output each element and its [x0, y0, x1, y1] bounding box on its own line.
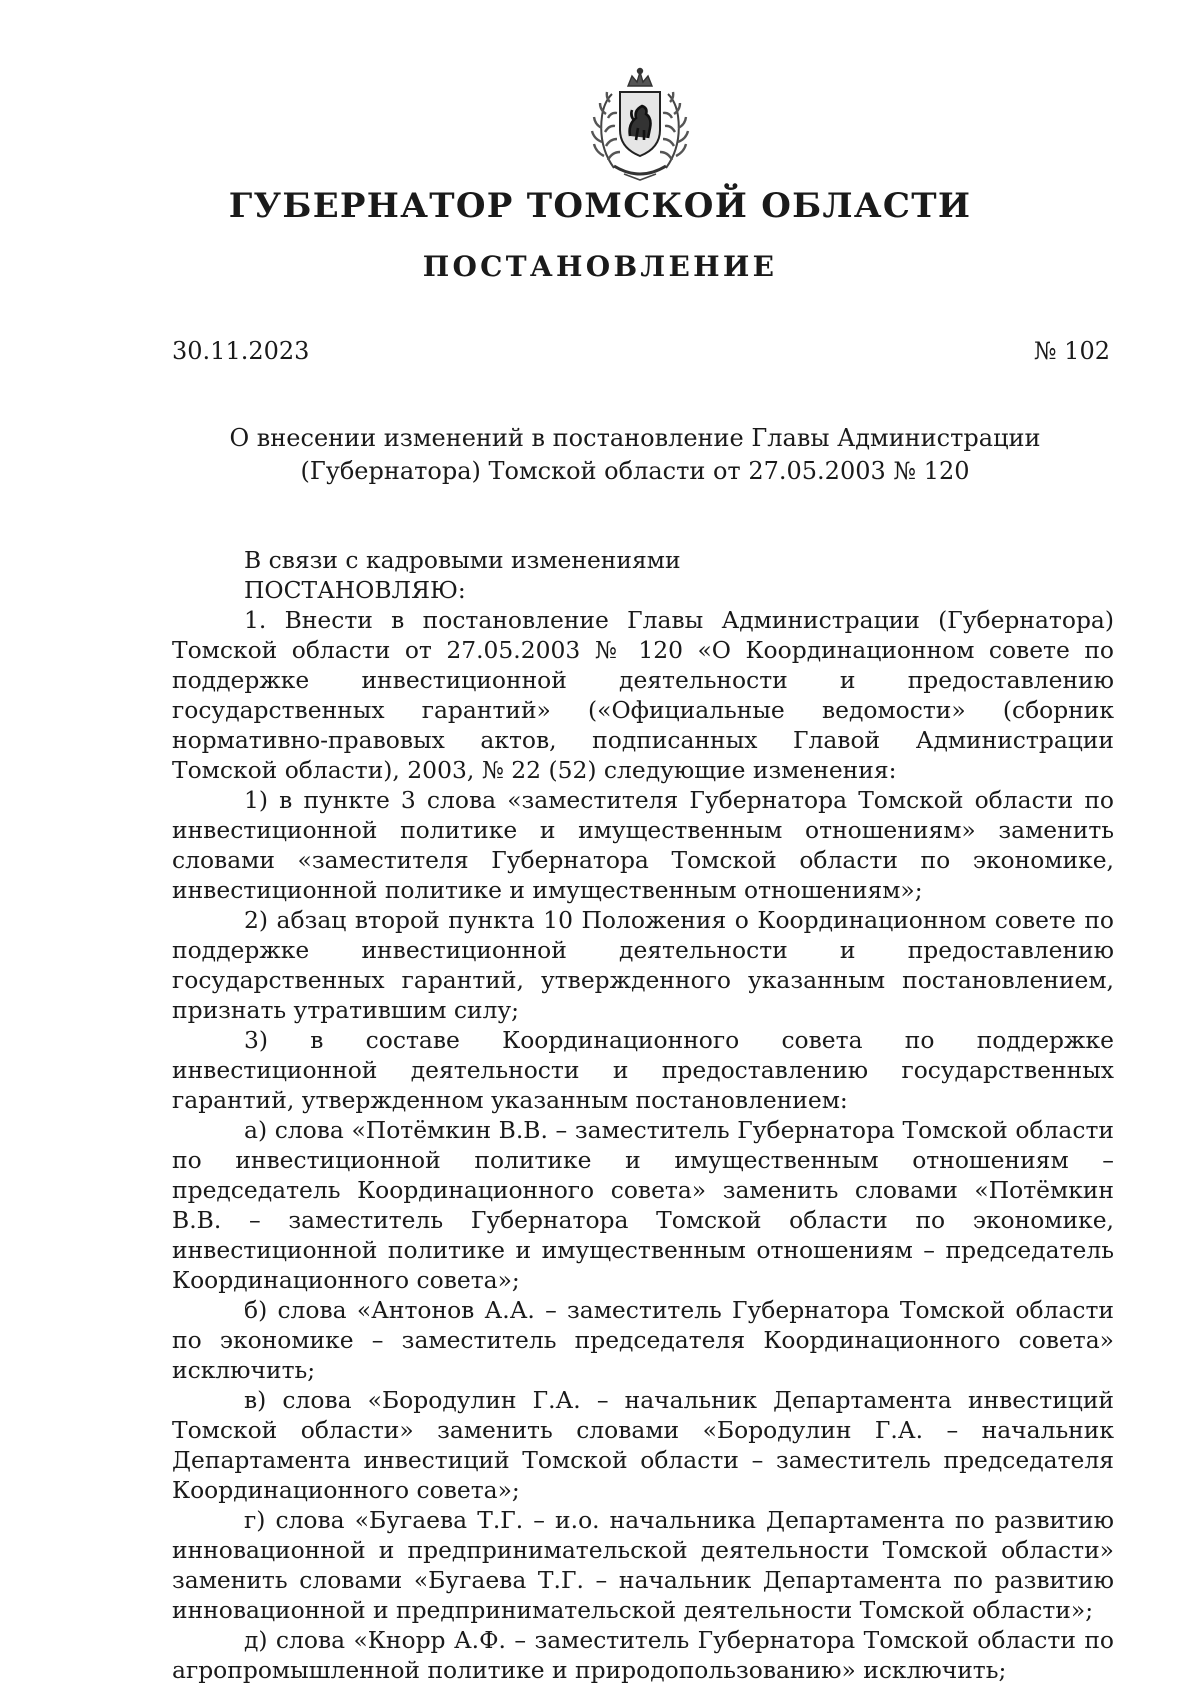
preamble: В связи с кадровыми изменениями: [244, 546, 681, 574]
item-d: д) слова «Кнорр А.Ф. – заместитель Губернатора Томской области по агропромышленной политике и природопользованию» исключить;: [172, 1626, 1114, 1684]
subparagraph-1: 1) в пункте 3 слова «заместителя Губернатора Томской области по инвестиционной политике и имущественным отношениям» заменить словами «заместителя Губернатора Томской области по экономике, инвестиционной политике и имущественным отношениям»;: [172, 786, 1114, 904]
decree-word: ПОСТАНОВЛЯЮ:: [244, 576, 466, 604]
document-number: № 102: [1033, 337, 1110, 365]
item-v: в) слова «Бородулин Г.А. – начальник Департамента инвестиций Томской области» заменить словами «Бородулин Г.А. – начальник Департамента инвестиций Томской области – заместитель председателя Координационного совета»;: [172, 1386, 1114, 1504]
subparagraph-3: 3) в составе Координационного совета по поддержке инвестиционной деятельности и предоставлению государственных гарантий, утвержденном указанным постановлением:: [172, 1026, 1114, 1114]
document-body: [172, 545, 1114, 1685]
document-date: 30.11.2023: [172, 337, 310, 365]
subject-line: О внесении изменений в постановление Главы Администрации: [229, 424, 1041, 452]
item-b: б) слова «Антонов А.А. – заместитель Губернатора Томской области по экономике – заместитель председателя Координационного совета» исключить;: [172, 1296, 1114, 1384]
item-g: г) слова «Бугаева Т.Г. – и.о. начальника Департамента по развитию инновационной и предпринимательской деятельности Томской области» заменить словами «Бугаева Т.Г. – начальник Департамента по развитию инновационной и предпринимательской деятельности Томской области»;: [172, 1506, 1114, 1624]
paragraph-1: 1. Внести в постановление Главы Администрации (Губернатора) Томской области от 27.05.2003 № 120 «О Координационном совете по поддержке инвестиционной деятельности и предоставлению государственных гарантий» («Официальные ведомости» (сборник нормативно-правовых актов, подписанных Главой Администрации Томской области), 2003, № 22 (52) следующие изменения:: [172, 606, 1114, 784]
subparagraph-2: 2) абзац второй пункта 10 Положения о Координационном совете по поддержке инвестиционной деятельности и предоставлению государственных гарантий, утвержденного указанным постановлением, признать утратившим силу;: [172, 906, 1114, 1024]
subject-line: (Губернатора) Томской области от 27.05.2003 № 120: [300, 456, 970, 485]
document-type: ПОСТАНОВЛЕНИЕ: [422, 250, 778, 283]
document-subject: [220, 422, 1050, 487]
coat-of-arms-icon: [584, 66, 696, 184]
issuer-title: ГУБЕРНАТОР ТОМСКОЙ ОБЛАСТИ: [228, 186, 972, 226]
item-a: а) слова «Потёмкин В.В. – заместитель Губернатора Томской области по инвестиционной политике и имущественным отношениям – председатель Координационного совета» заменить словами «Потёмкин В.В. – заместитель Губернатора Томской области по экономике, инвестиционной политике и имущественным отношениям – председатель Координационного совета»;: [172, 1116, 1114, 1294]
